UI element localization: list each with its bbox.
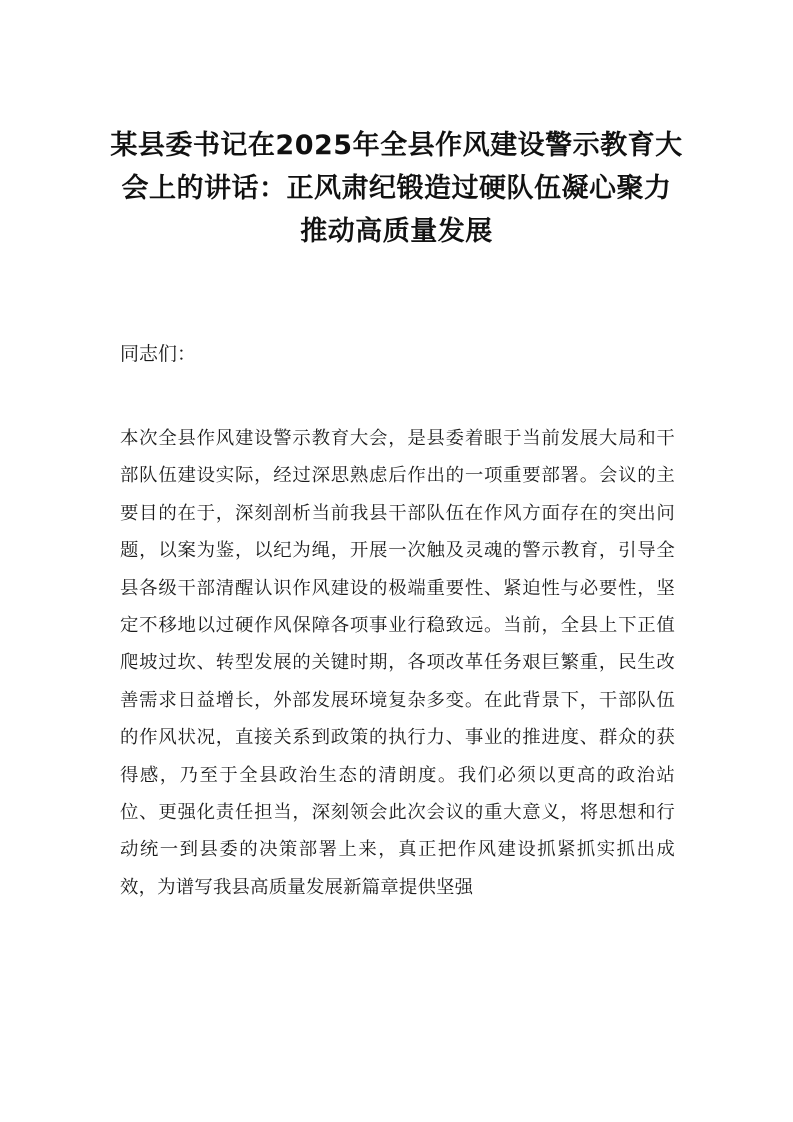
document-title: 某县委书记在2025年全县作风建设警示教育大会上的讲话：正风肃纪锻造过硬队伍凝心聚力推动高质量发展: [110, 130, 683, 247]
body-paragraph: 本次全县作风建设警示教育大会，是县委着眼于当前发展大局和干部队伍建设实际，经过深思熟虑后作出的一项重要部署。会议的主要目的在于，深刻剖析当前我县干部队伍在作风方面存在的突出问题，以案为鉴，以纪为绳，开展一次触及灵魂的警示教育，引导全县各级干部清醒认识作风建设的极端重要性、紧迫性与必要性，坚定不移地以过硬作风保障各项事业行稳致远。当前，全县上下正值爬坡过坎、转型发展的关键时期，各项改革任务艰巨繁重，民生改善需求日益增长，外部发展环境复杂多变。在此背景下，干部队伍的作风状况，直接关系到政策的执行力、事业的推进度、群众的获得感，乃至于全县政治生态的清朗度。我们必须以更高的政治站位、更强化责任担当，深刻领会此次会议的重大意义，将思想和行动统一到县委的决策部署上来，真正把作风建设抓紧抓实抓出成效，为谱写我县高质量发展新篇章提供坚强: [120, 428, 675, 898]
salutation: 同志们：: [120, 343, 197, 365]
